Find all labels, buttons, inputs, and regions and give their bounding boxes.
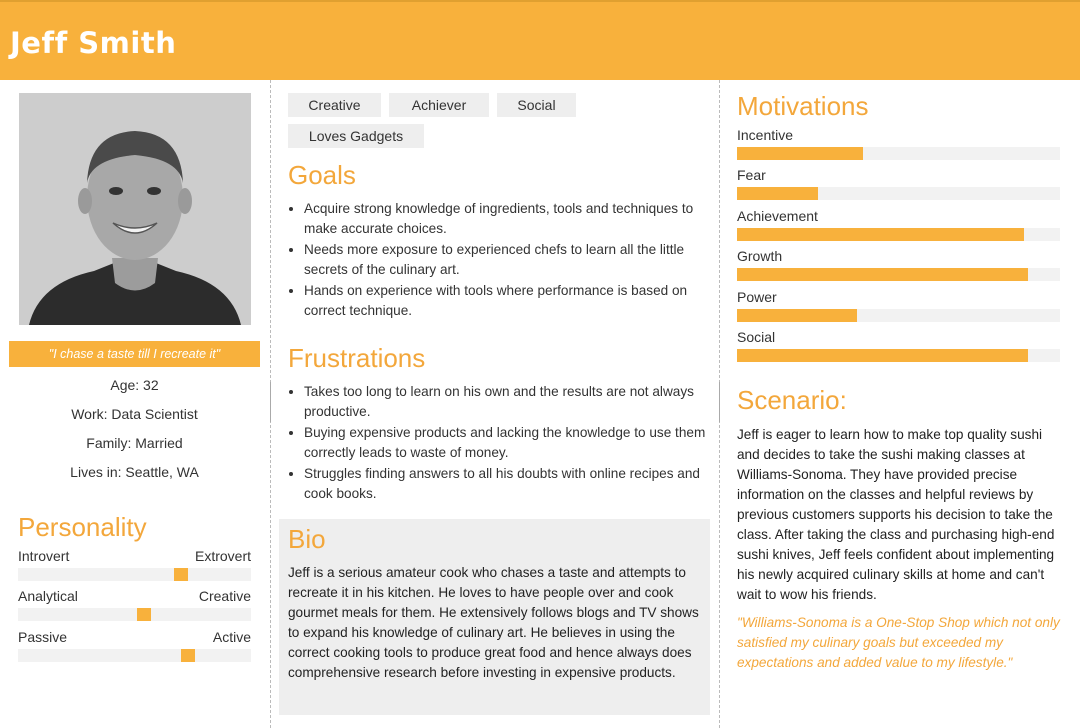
scenario-text: Jeff is eager to learn how to make top quality sushi and decides to take the sushi making classes at Williams-Sonoma. They have provided precise information on the classes and helpful reviews by previous customers supports his decision to take the class. After taking the class and purchasing high-end sushi knives, Jeff feels confident about implementing his newly acquired culinary skills at home and can't wait to wow his friends. xyxy=(737,427,1055,602)
goals-title: Goals xyxy=(288,160,356,190)
tag-achiever[interactable]: Achiever xyxy=(389,93,489,117)
motivation-label: Incentive xyxy=(737,127,794,143)
motivation-bar-fill xyxy=(737,187,818,200)
family-text: Family: Married xyxy=(86,435,183,451)
scenario-title: Scenario: xyxy=(737,385,847,415)
slider-track xyxy=(18,649,251,662)
motivation-label: Growth xyxy=(737,248,783,264)
motivation-bar-social xyxy=(737,349,1060,362)
motivations-title: Motivations xyxy=(737,91,869,121)
motivation-label: Fear xyxy=(737,167,766,183)
profile-photo xyxy=(19,93,251,325)
motivation-bar-fill xyxy=(737,147,863,160)
frustrations-title: Frustrations xyxy=(288,343,426,373)
motivation-bar-fear xyxy=(737,187,1060,200)
motivation-bar-fill xyxy=(737,268,1028,281)
list-item: • Struggles finding answers to all his doubts with online recipes and cook books. xyxy=(304,464,714,504)
list-item: • Acquire strong knowledge of ingredients, tools and techniques to make accurate choices. xyxy=(304,199,714,239)
goals-list xyxy=(286,199,714,322)
motivation-bar-fill xyxy=(737,349,1028,362)
motivation-bar-incentive xyxy=(737,147,1060,160)
slider-left-label: Analytical xyxy=(18,588,78,604)
tag-social[interactable]: Social xyxy=(497,93,576,117)
persona-header xyxy=(0,0,1080,80)
motivation-bar-growth xyxy=(737,268,1060,281)
motivation-bar-achievement xyxy=(737,228,1060,241)
bio-title: Bio xyxy=(288,524,326,554)
person-avatar-icon xyxy=(19,93,251,325)
scenario-quote: "Williams-Sonoma is a One-Stop Shop which not only satisfied my culinary goals but exceeded my expectations and added value to my lifestyle." xyxy=(737,615,1060,670)
list-item: • Buying expensive products and lacking the knowledge to use them correctly leads to waste of money. xyxy=(304,423,714,463)
slider-track xyxy=(18,608,251,621)
motivation-label: Social xyxy=(737,329,776,345)
motivation-bar-power xyxy=(737,309,1060,322)
list-item: • Hands on experience with tools where performance is based on correct technique. xyxy=(304,281,714,321)
slider-track xyxy=(18,568,251,581)
motivation-label: Power xyxy=(737,289,777,305)
bio-text: Jeff is a serious amateur cook who chases a taste and attempts to recreate it in his kitchen. He loves to have people over and cook gourmet meals for them. He extensively follows blogs and TV shows to expand his knowledge of culinary art. He believes in using the correct cooking tools to produce great food and hence always does comprehensive research before investing in expensive products. xyxy=(288,565,699,680)
location-text: Lives in: Seattle, WA xyxy=(70,464,199,480)
work-text: Work: Data Scientist xyxy=(71,406,198,422)
frustrations-list xyxy=(286,382,714,505)
slider-left-label: Introvert xyxy=(18,548,70,564)
personality-title: Personality xyxy=(18,512,147,542)
motivation-bar-fill xyxy=(737,309,857,322)
resize-handle-left[interactable] xyxy=(270,382,271,422)
persona-quote: "I chase a taste till I recreate it" xyxy=(9,341,260,367)
age-text: Age: 32 xyxy=(110,377,159,393)
bio-panel xyxy=(279,519,710,715)
slider-right-label: Creative xyxy=(198,588,251,604)
slider-left-label: Passive xyxy=(18,629,68,645)
motivation-label: Achievement xyxy=(737,208,818,224)
tag-creative[interactable]: Creative xyxy=(288,93,381,117)
slider-knob[interactable] xyxy=(181,649,195,662)
slider-right-label: Extrovert xyxy=(194,548,251,564)
persona-name: Jeff Smith xyxy=(10,26,177,60)
list-item: • Needs more exposure to experienced chefs to learn all the little secrets of the culinary art. xyxy=(304,240,714,280)
motivation-bar-fill xyxy=(737,228,1024,241)
slider-knob[interactable] xyxy=(137,608,151,621)
slider-right-label: Active xyxy=(212,629,251,645)
slider-knob[interactable] xyxy=(174,568,188,581)
list-item: • Takes too long to learn on his own and the results are not always productive. xyxy=(304,382,714,422)
tag-loves-gadgets[interactable]: Loves Gadgets xyxy=(288,124,424,148)
resize-handle-right[interactable] xyxy=(719,382,720,422)
